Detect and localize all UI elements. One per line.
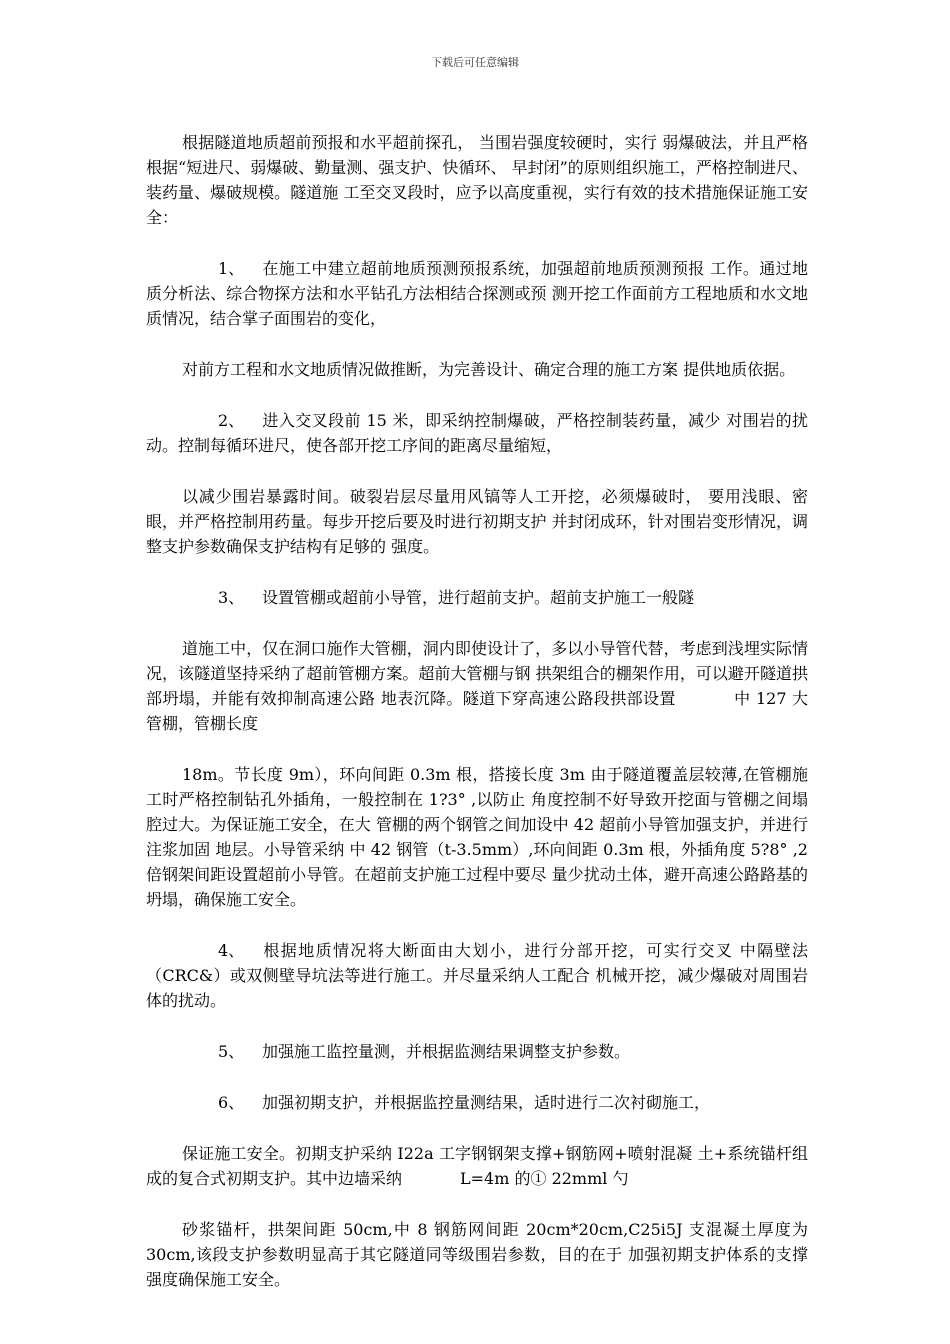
paragraph-item-3: [146, 585, 808, 610]
paragraph-continuation: [146, 636, 808, 736]
item-text: 在施工中建立超前地质预测预报系统，加强超前地质预测预报 工作。通过地质分析法、综合物探方法和水平钻孔方法相结合探测或预 测开挖工作面前方工程地质和水文地质情况，结合掌子面围岩的变化，: [146, 259, 808, 328]
item-number: 1、: [218, 259, 245, 278]
paragraph-item-5: [146, 1039, 808, 1064]
item-number: 3、: [218, 588, 245, 607]
item-text: 设置管棚或超前小导管，进行超前支护。超前支护施工一般隧: [262, 588, 695, 607]
item-text: 进入交叉段前 15 米，即采纳控制爆破，严格控制装药量，减少 对围岩的扰动。控制每循环进尺，使各部开挖工序间的距离尽量缩短，: [146, 411, 808, 455]
paragraph-intro: 根据隧道地质超前预报和水平超前探孔， 当围岩强度较硬时，实行 弱爆破法，并且严格根据“短进尺、弱爆破、勤量测、强支护、快循环、 早封闭”的原则组织施工，严格控制进尺、装药量、爆破规模。隧道施 工至交叉段时，应予以高度重视，实行有效的技术措施保证施工安全：: [146, 133, 808, 227]
paragraph-continuation: 对前方工程和水文地质情况做推断，为完善设计、确定合理的施工方案 提供地质依据。: [182, 360, 796, 379]
document-body: [146, 130, 808, 1292]
paragraph-continuation: [146, 1141, 808, 1191]
paragraph-continuation: 18m。节长度 9m），环向间距 0.3m 根，搭接长度 3m 由于隧道覆盖层较薄,在管棚施工时严格控制钻孔外插角，一般控制在 1?3° ,以防止 角度控制不好导致开挖面与管棚之间塌腔过大。为保证施工安全，在大 管棚的两个钢管之间加设中 42 超前小导管加强支护，并进行注浆加固 地层。小导管采纳 中 42 钢管（t-3.5mm）,环向间距 0.3m 根，外插角度 5?8° ,2 倍钢架间距设置超前小导管。在超前支护施工过程中要尽 量少扰动土体，避开高速公路路基的坍塌，确保施工安全。: [146, 765, 808, 909]
paragraph-item-2: [146, 408, 808, 458]
paragraph-item-6: [146, 1090, 808, 1115]
paragraph-text: 中 127 大管棚，管棚长度: [146, 689, 808, 733]
page-header: 下载后可任意编辑: [431, 56, 519, 69]
paragraph-item-4: [146, 938, 808, 1013]
item-text: 根据地质情况将大断面由大划小，进行分部开挖，可实行交叉 中隔壁法（CRC&）或双侧壁导坑法等进行施工。并尽量采纳人工配合 机械开挖，减少爆破对周围岩体的扰动。: [146, 941, 808, 1010]
item-number: 4、: [218, 941, 245, 960]
item-number: 6、: [218, 1093, 245, 1112]
item-number: 2、: [218, 411, 245, 430]
item-number: 5、: [218, 1042, 245, 1061]
paragraph-text: 保证施工安全。初期支护采纳 I22a 工字钢钢架支撑+钢筋网+喷射混凝 土+系统锚杆组成的复合式初期支护。其中边墙采纳: [146, 1144, 808, 1188]
paragraph-continuation: 以减少围岩暴露时间。破裂岩层尽量用风镐等人工开挖，必须爆破时， 要用浅眼、密眼，并严格控制用药量。每步开挖后要及时进行初期支护 并封闭成环，针对围岩变形情况，调整支护参数确保支护结构有足够的 强度。: [146, 487, 808, 556]
paragraph-text: 道施工中，仅在洞口施作大管棚，洞内即使设计了，多以小导管代替，考虑到浅埋实际情况，该隧道坚持采纳了超前管棚方案。超前大管棚与钢 拱架组合的棚架作用，可以避开隧道拱部坍塌，并能有效抑制高速公路 地表沉降。隧道下穿高速公路段拱部设置: [146, 639, 808, 708]
paragraph-continuation: 砂浆锚杆，拱架间距 50cm,中 8 钢筋网间距 20cm*20cm,C25i5J 支混凝土厚度为 30cm,该段支护参数明显高于其它隧道同等级围岩参数，目的在于 加强初期支护体系的支撑强度确保施工安全。: [146, 1220, 808, 1289]
paragraph-item-1: [146, 256, 808, 331]
item-text: 加强初期支护，并根据监控量测结果，适时进行二次衬砌施工，: [262, 1093, 711, 1112]
item-text: 加强施工监控量测，并根据监测结果调整支护参数。: [262, 1042, 631, 1061]
paragraph-text: L=4m 的① 22mml 勺: [460, 1169, 629, 1188]
